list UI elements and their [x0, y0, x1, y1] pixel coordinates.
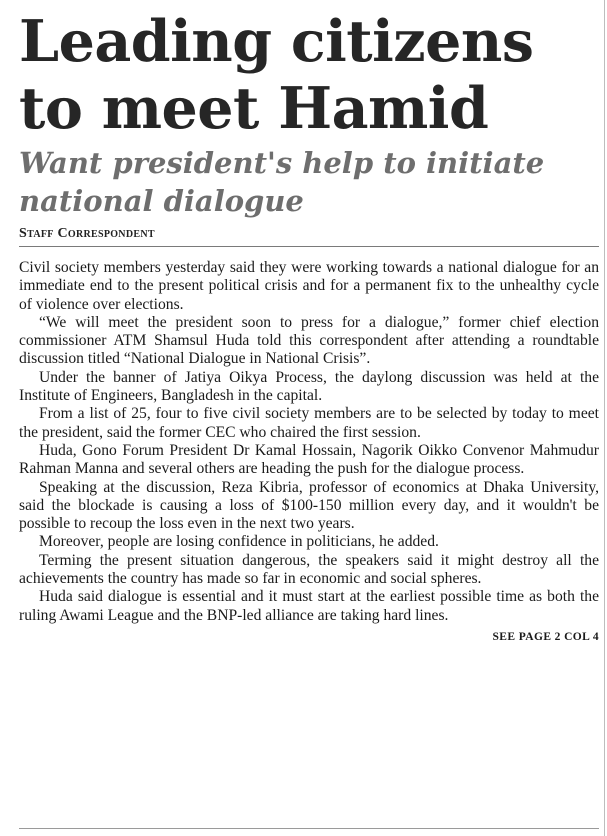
column-rule-right	[604, 0, 605, 836]
subheadline: Want president's help to initiate national dialogue	[19, 146, 545, 218]
paragraph-1: Civil society members yesterday said they were working towards a national dialogue for an immediate end to the present political crisis and for a permanent fix to the unhealthy cycle of violence over elections.	[19, 259, 599, 313]
bottom-rule	[19, 828, 599, 829]
paragraph-5: Huda, Gono Forum President Dr Kamal Hossain, Nagorik Oikko Convenor Mahmudur Rahman Manna and several others are heading the push for the dialogue process.	[19, 441, 599, 478]
paragraph-6: Speaking at the discussion, Reza Kibria, professor of economics at Dhaka University, said the blockade is causing a loss of $100-150 million every day, and it wouldn't be possible to recoup the loss even in the next two years.	[19, 478, 599, 533]
byline: Staff Correspondent	[19, 226, 599, 247]
news-article	[19, 0, 602, 643]
paragraph-2: “We will meet the president soon to press for a dialogue,” former chief election commissioner ATM Shamsul Huda told this correspondent after attending a roundtable discussion titled “National Dialogue in National Crisis”.	[19, 313, 599, 368]
paragraph-4: From a list of 25, four to five civil society members are to be selected by today to meet the president, said the former CEC who chaired the first session.	[19, 405, 599, 441]
paragraph-3: Under the banner of Jatiya Oikya Process, the daylong discussion was held at the Institute of Engineers, Bangladesh in the capital.	[19, 368, 599, 405]
article-body	[19, 259, 599, 625]
paragraph-7: Moreover, people are losing confidence in politicians, he added.	[39, 533, 439, 551]
continued-jump-line: SEE PAGE 2 COL 4	[492, 630, 599, 643]
paragraph-8: Terming the present situation dangerous, the speakers said it might destroy all the achievements the country has made so far in economic and social spheres.	[19, 551, 599, 588]
paragraph-9: Huda said dialogue is essential and it must start at the earliest possible time as both the ruling Awami League and the BNP-led alliance are taking hard lines.	[19, 588, 599, 624]
headline: Leading citizens to meet Hamid	[19, 8, 534, 142]
